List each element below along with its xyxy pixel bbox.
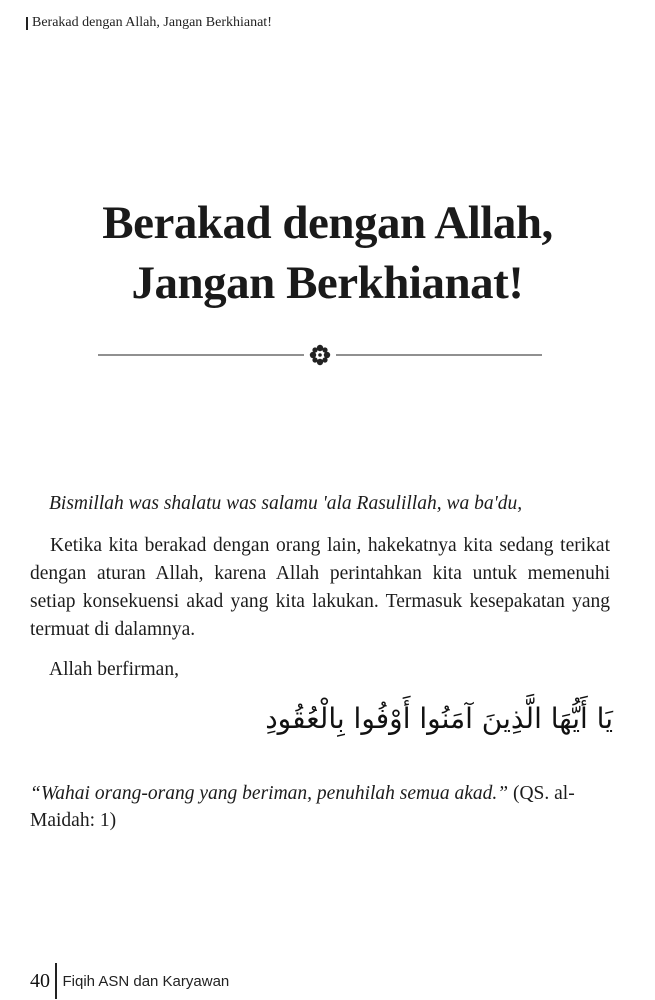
opening-salutation: Bismillah was shalatu was salamu 'ala Rasulillah, wa ba'du, xyxy=(49,493,523,514)
running-header-title: Berakad dengan Allah, Jangan Berkhianat! xyxy=(32,15,272,30)
page-footer xyxy=(30,963,229,999)
page-number: 40 xyxy=(30,969,50,992)
translation-quote: “Wahai orang-orang yang beriman, penuhilah semua akad.” xyxy=(30,783,509,804)
chapter-title-line-1: Berakad dengan Allah, xyxy=(102,197,553,249)
verse-translation xyxy=(30,780,610,834)
chapter-title xyxy=(0,193,655,313)
paragraph-1: Ketika kita berakad dengan orang lain, hakekatnya kita sedang terikat dengan aturan Allah, karena Allah perintahkan kita untuk memenuhi setiap konsekuensi akad yang kita lakukan. Termasuk kesepakatan yang termuat di dalamnya. xyxy=(30,535,610,640)
paragraph-2: Allah berfirman, xyxy=(49,659,179,680)
running-header xyxy=(26,15,272,31)
chapter-title-line-2: Jangan Berkhianat! xyxy=(131,257,524,309)
book-title: Fiqih ASN dan Karyawan xyxy=(62,972,230,990)
translation-reference: (QS. al-Maidah: 1) xyxy=(30,783,575,831)
footer-divider xyxy=(55,963,57,999)
header-bar xyxy=(26,17,28,30)
arabic-verse: يَا أَيُّهَا الَّذِينَ آمَنُوا أَوْفُوا بِالْعُقُودِ xyxy=(265,702,613,735)
ornament-divider xyxy=(98,343,542,367)
flower-ornament-icon xyxy=(310,345,330,365)
